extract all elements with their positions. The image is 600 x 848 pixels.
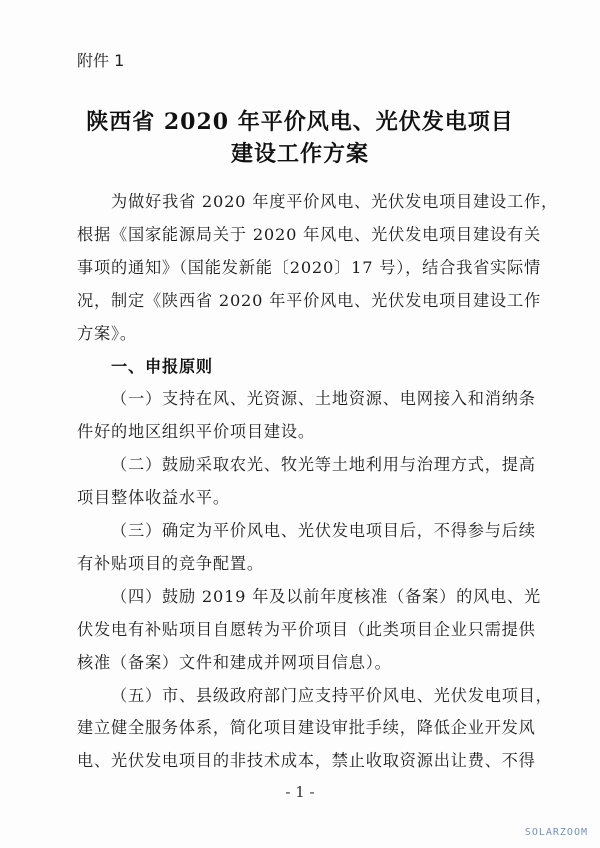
intro-line-2: 根据《国家能源局关于 2020 年风电、光伏发电项目建设有关 — [77, 225, 541, 244]
intro-line-1: 为做好我省 2020 年度平价风电、光伏发电项目建设工作， — [111, 192, 558, 211]
intro-line-4: 况，制定《陕西省 2020 年平价风电、光伏发电项目建设工作 — [77, 291, 541, 310]
item-2-line-1: （二）鼓励采取农光、牧光等土地利用与治理方式，提高 — [111, 455, 536, 474]
item-1-line-2: 件好的地区组织平价项目建设。 — [77, 422, 315, 441]
attachment-label: 附件 1 — [77, 51, 125, 70]
page-number: - 1 - — [285, 783, 315, 801]
document-title-line-1: 陕西省 2020 年平价风电、光伏发电项目 — [86, 109, 514, 135]
intro-line-5: 方案》。 — [77, 324, 137, 343]
document-title-line-2: 建设工作方案 — [230, 141, 369, 167]
item-3-line-1: （三）确定为平价风电、光伏发电项目后，不得参与后续 — [111, 521, 536, 540]
section-1-heading: 一、申报原则 — [111, 357, 213, 376]
item-5-line-1: （五）市、县级政府部门应支持平价风电、光伏发电项目， — [111, 686, 553, 705]
watermark-logo: SOLARZOOM — [524, 827, 588, 838]
item-4-line-1: （四）鼓励 2019 年及以前年度核准（备案）的风电、光 — [111, 587, 542, 606]
item-2-line-2: 项目整体收益水平。 — [77, 488, 230, 507]
item-3-line-2: 有补贴项目的竞争配置。 — [77, 554, 264, 573]
item-5-line-3: 电、光伏发电项目的非技术成本，禁止收取资源出让费、不得 — [77, 751, 536, 770]
item-4-line-2: 伏发电有补贴项目自愿转为平价项目（此类项目企业只需提供 — [77, 620, 536, 639]
item-5-line-2: 建立健全服务体系，简化项目建设审批手续，降低企业开发风 — [77, 718, 536, 737]
item-1-line-1: （一）支持在风、光资源、土地资源、电网接入和消纳条 — [111, 389, 536, 408]
item-4-line-3: 核准（备案）文件和建成并网项目信息）。 — [77, 653, 392, 672]
intro-line-3: 事项的通知》（国能发新能〔2020〕17 号），结合我省实际情 — [77, 258, 542, 277]
